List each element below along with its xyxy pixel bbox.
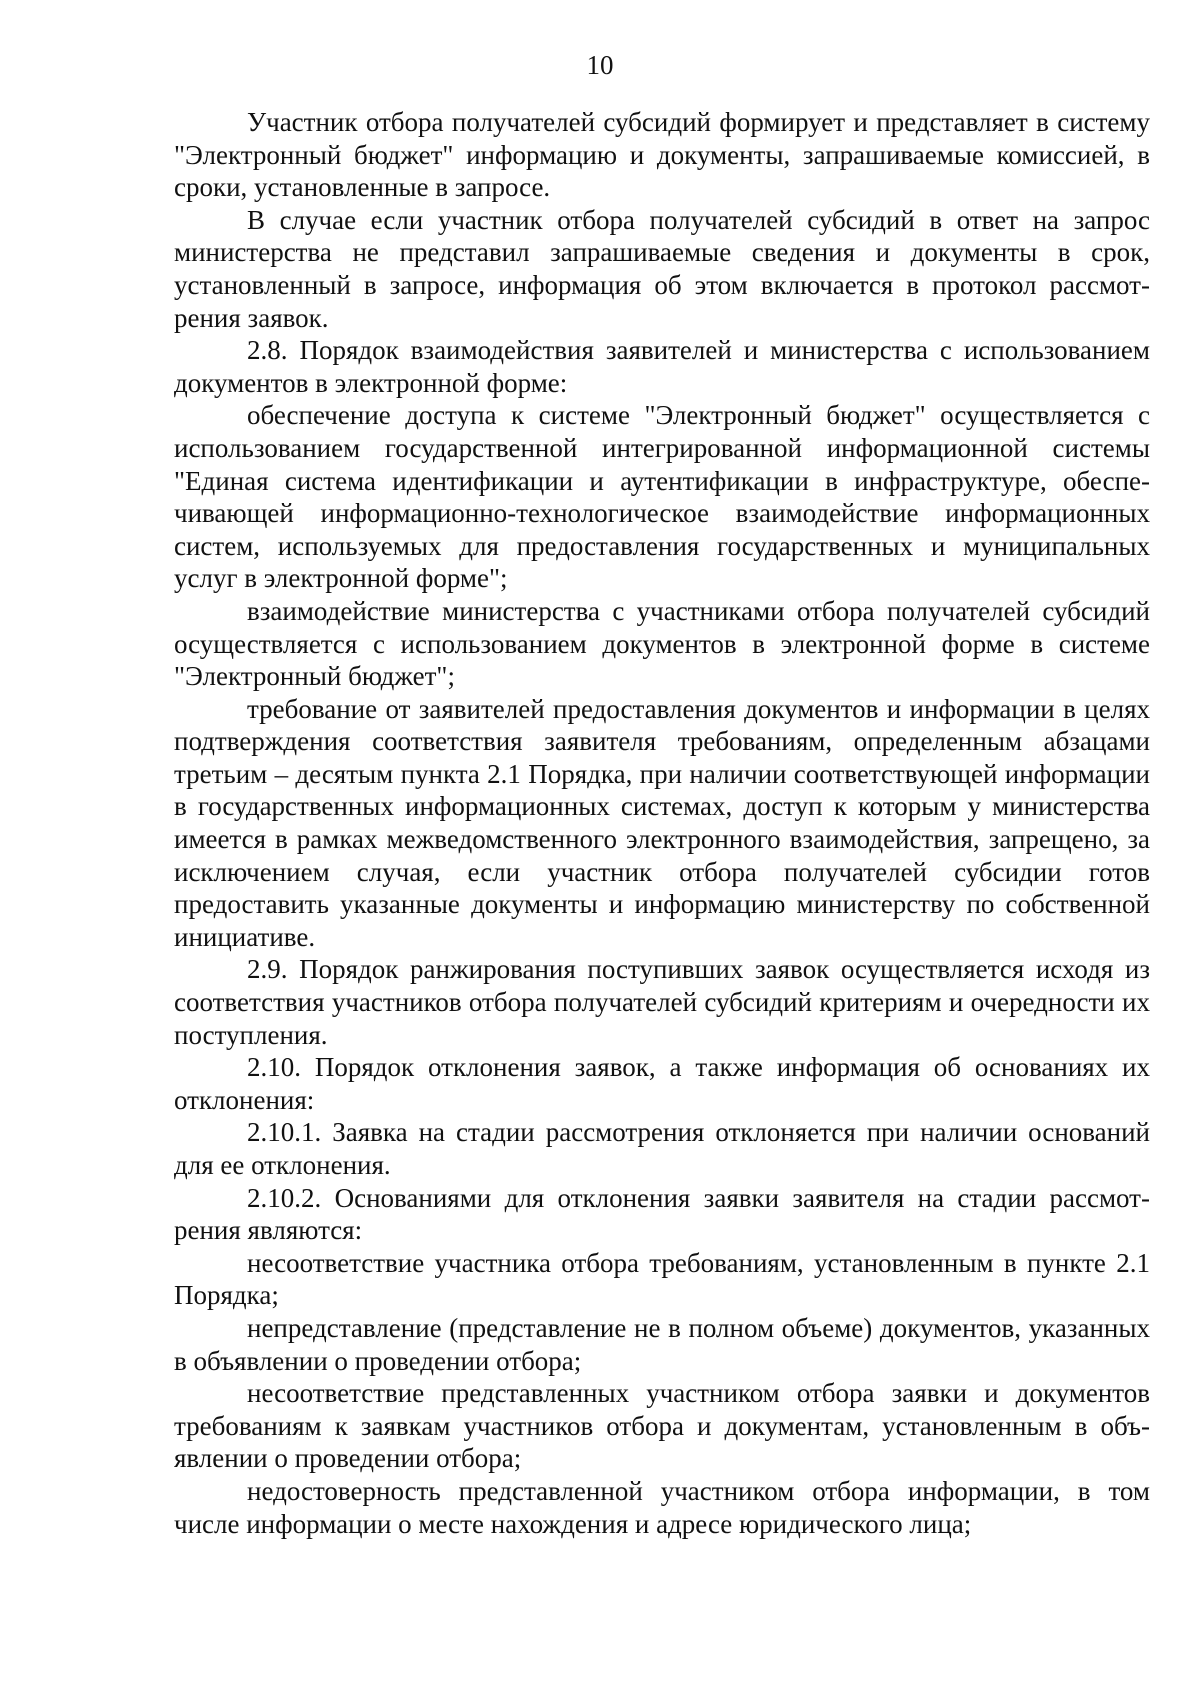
paragraph: 2.10. Порядок отклонения заявок, а также информация об основаниях их отклонения: bbox=[174, 1052, 1150, 1115]
paragraph: 2.10.1. Заявка на стадии рассмотрения отклоняется при наличии оснований для ее отклонения. bbox=[174, 1117, 1150, 1180]
paragraph: Участник отбора получателей субсидий формирует и представляет в систему "Электронный бюджет" информацию и документы, запрашиваемые комиссией, в сроки, установленные в запросе. bbox=[174, 107, 1150, 203]
paragraph: 2.8. Порядок взаимодействия заявителей и министерства с использованием документов в электронной форме: bbox=[174, 335, 1150, 398]
paragraph: несоответствие участника отбора требованиям, установленным в пункте 2.1 Порядка; bbox=[174, 1247, 1150, 1311]
paragraph: недостоверность представленной участником отбора информации, в том числе информации о месте нахождения и адресе юридического лица; bbox=[174, 1475, 1150, 1539]
paragraph: обеспечение доступа к системе "Электронный бюджет" осуществляется с использованием государственной интегрированной информационной системы "Единая система идентификации и аутентификации в инфраструктуре, обеспечивающей информационно-технологическое взаимодействие информационных систем, используемых для предоставления государственных и муниципальных услуг в электронной форме"; bbox=[174, 400, 1150, 594]
page-number: 10 bbox=[586, 50, 614, 80]
paragraph: 2.9. Порядок ранжирования поступивших заявок осуществляется исходя из соответствия участников отбора получателей субсидий критериям и очередности их поступления. bbox=[174, 954, 1150, 1050]
paragraph: В случае если участник отбора получателей субсидий в ответ на запрос министерства не представил запрашиваемые сведения и документы в срок, установленный в запросе, информация об этом включается в протокол рассмотрения заявок. bbox=[174, 204, 1150, 333]
paragraph: 2.10.2. Основаниями для отклонения заявки заявителя на стадии рассмотрения являются: bbox=[174, 1182, 1150, 1246]
paragraph: несоответствие представленных участником отбора заявки и документов требованиям к заявкам участников отбора и документам, установленным в объявлении о проведении отбора; bbox=[174, 1378, 1150, 1474]
paragraph: требование от заявителей предоставления документов и информации в целях подтверждения соответствия заявителя требованиям, определенным абзацами третьим – десятым пункта 2.1 Порядка, при наличии соответствующей информации в государственных информационных системах, доступ к которым у министерства имеется в рамках межведомственного электронного взаимодействия, запрещено, за исключением случая, если участник отбора получателей субсидии готов предоставить указанные документы и информацию министерству по собственной инициативе. bbox=[174, 693, 1150, 952]
paragraph: непредставление (представление не в полном объеме) документов, указанных в объявлении о проведении отбора; bbox=[174, 1312, 1150, 1376]
paragraph: взаимодействие министерства с участниками отбора получателей субсидий осуществляется с использованием документов в электронной форме в системе "Электронный бюджет"; bbox=[174, 595, 1150, 692]
document-body bbox=[174, 106, 1150, 1540]
